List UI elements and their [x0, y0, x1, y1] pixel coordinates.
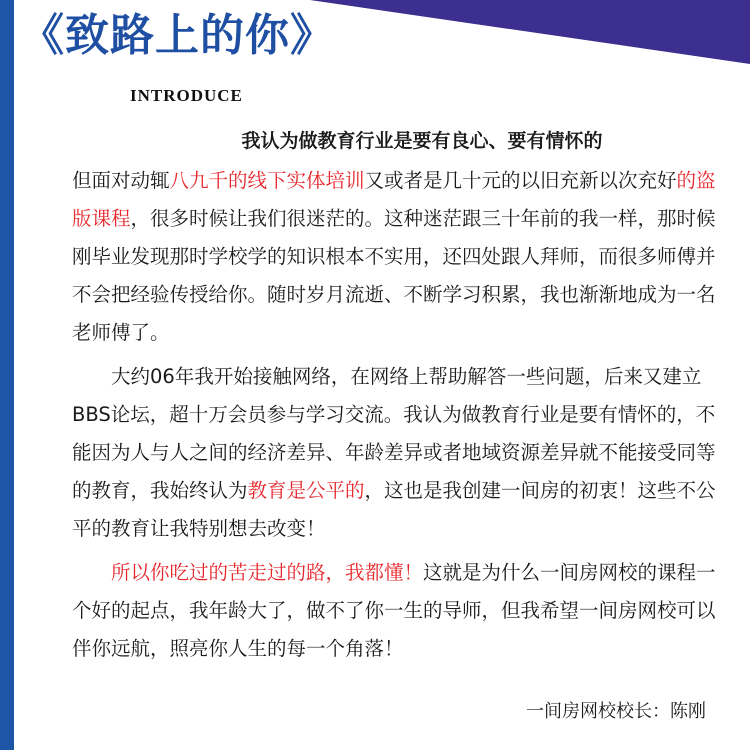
p2-highlight-fair: 教育是公平的	[247, 479, 365, 502]
page-subtitle: INTRODUCE	[130, 86, 243, 105]
corner-decoration	[310, 0, 750, 64]
left-accent-bar	[0, 0, 14, 750]
paragraph-3	[72, 554, 732, 668]
p1-text-c: 又或者是几十元的以旧充新以次充好	[364, 169, 677, 192]
p1-highlight-training: 八九千的线下实体培训	[169, 169, 365, 192]
page-title: 《致路上的你》	[20, 10, 335, 61]
p3-highlight-understand: 所以你吃过的苦走过的路，我都懂！	[111, 561, 424, 584]
p1-highlight-pirated: 的盗版课程	[72, 169, 716, 230]
p2-text-a: 大约06年我开始接触网络，在网络上帮助解答一些问题，后来又建立BBS论坛，超十万会员参与学习交流。我认为做教育行业是要有情怀的，不能因为人与人之间的经济差异、年龄差异或者地域资源差异就不能接受同等的教育，我始终认为	[72, 365, 716, 502]
article-body	[72, 126, 732, 674]
p1-text-e: ，很多时候让我们很迷茫的。这种迷茫跟三十年前的我一样，那时候刚毕业发现那时学校学的知识根本不实用，还四处跟人拜师，而很多师傅并不会把经验传授给你。随时岁月流逝、不断学习积累，我也渐渐地成为一名老师傅了。	[72, 207, 716, 344]
p2-text-c: ，这也是我创建一间房的初衷！这些不公平的教育让我特别想去改变！	[72, 479, 716, 540]
paragraph-1	[72, 162, 732, 352]
signature: 一间房网校校长：陈刚	[526, 701, 706, 722]
p1-text-a: 但面对动辄	[72, 169, 170, 192]
article-heading: 我认为做教育行业是要有良心、要有情怀的	[241, 130, 603, 152]
p3-text-b: 这就是为什么一间房网校的课程一个好的起点，我年龄大了，做不了你一生的导师，但我希望一间房网校可以伴你远航，照亮你人生的每一个角落！	[72, 561, 716, 660]
paragraph-2	[72, 358, 732, 548]
